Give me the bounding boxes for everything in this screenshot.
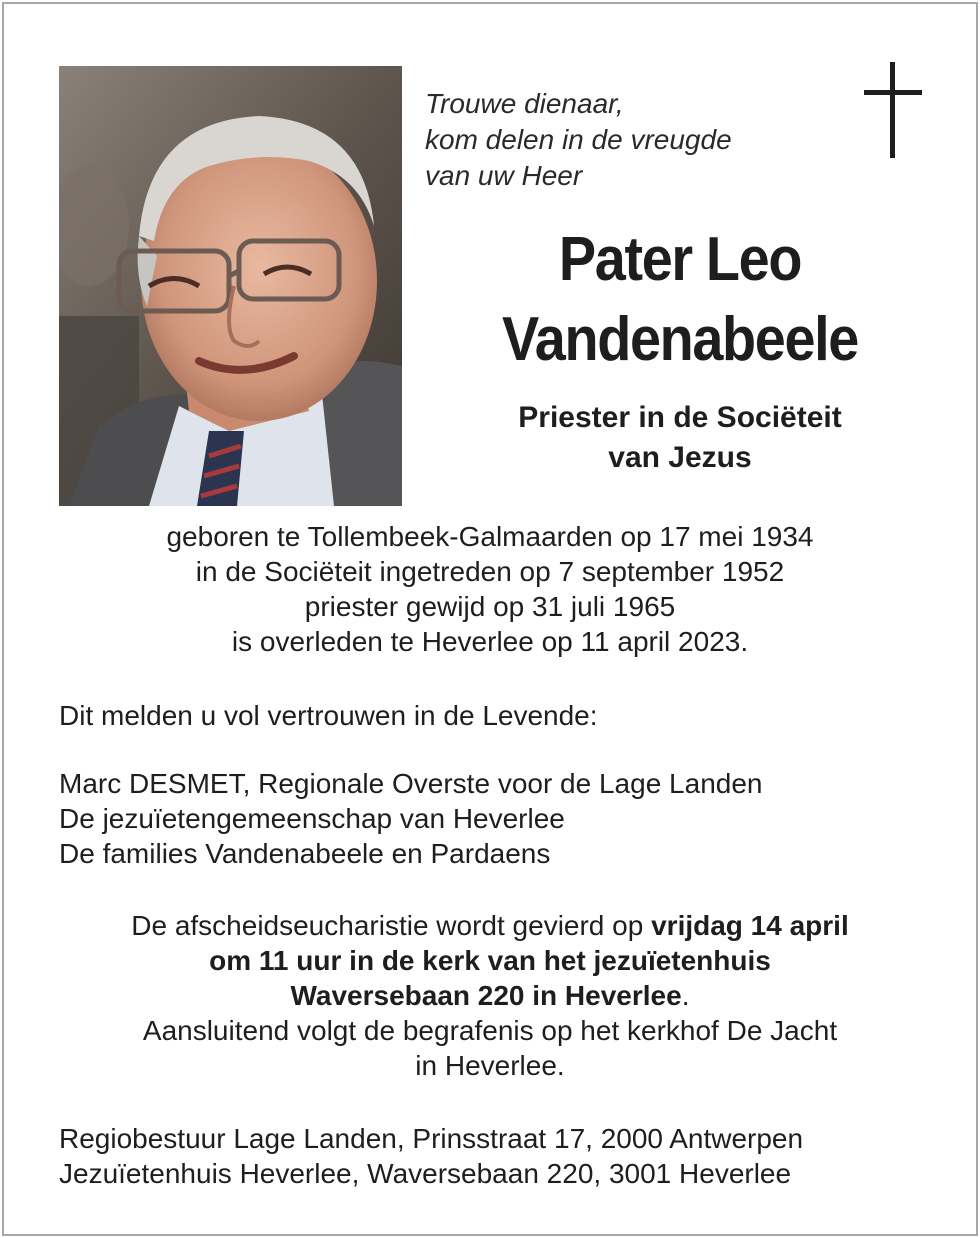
address-line: Regiobestuur Lage Landen, Prinsstraat 17, 2000 Antwerpen — [59, 1123, 804, 1154]
latin-cross-icon — [864, 62, 922, 158]
mourners-list — [59, 766, 763, 871]
deceased-role — [420, 398, 940, 478]
role-line-1: Priester in de Sociëteit — [518, 401, 842, 434]
name-line-1: Pater Leo — [558, 225, 802, 294]
mourner-item: De families Vandenabeele en Pardaens — [59, 838, 551, 869]
date-line-death: is overleden te Heverlee op 11 april 2023. — [231, 626, 749, 657]
funeral-line-5: in Heverlee. — [415, 1050, 565, 1081]
date-line-ordained: priester gewijd op 31 juli 1965 — [304, 591, 676, 622]
role-line-2: van Jezus — [608, 441, 752, 474]
date-line-birth: geboren te Tollembeek-Galmaarden op 17 mei 1934 — [166, 521, 814, 552]
deceased-name — [446, 220, 914, 380]
mourner-item: Marc DESMET, Regionale Overste voor de Lage Landen — [59, 768, 763, 799]
life-dates — [0, 519, 980, 659]
name-line-2: Vandenabeele — [501, 305, 858, 374]
funeral-line-2: om 11 uur in de kerk van het jezuïetenhuis — [209, 945, 771, 976]
address-line: Jezuïetenhuis Heverlee, Waversebaan 220, 3001 Heverlee — [59, 1158, 792, 1189]
verse-line: kom delen in de vreugde — [425, 124, 732, 155]
portrait-photo — [59, 66, 402, 506]
funeral-line-3: Waversebaan 220 in Heverlee. — [290, 980, 690, 1011]
funeral-line-1: De afscheidseucharistie wordt gevierd op vrijdag 14 april — [131, 910, 849, 941]
verse-line: Trouwe dienaar, — [425, 88, 624, 119]
verse-line: van uw Heer — [425, 160, 583, 191]
announcement-intro: Dit melden u vol vertrouwen in de Levende: — [59, 700, 598, 731]
date-line-entered: in de Sociëteit ingetreden op 7 september 1952 — [195, 556, 785, 587]
contact-addresses — [59, 1121, 803, 1191]
bible-verse — [425, 86, 805, 194]
funeral-info — [0, 908, 980, 1083]
mourner-item: De jezuïetengemeenschap van Heverlee — [59, 803, 565, 834]
funeral-line-4: Aansluitend volgt de begrafenis op het kerkhof De Jacht — [142, 1015, 838, 1046]
